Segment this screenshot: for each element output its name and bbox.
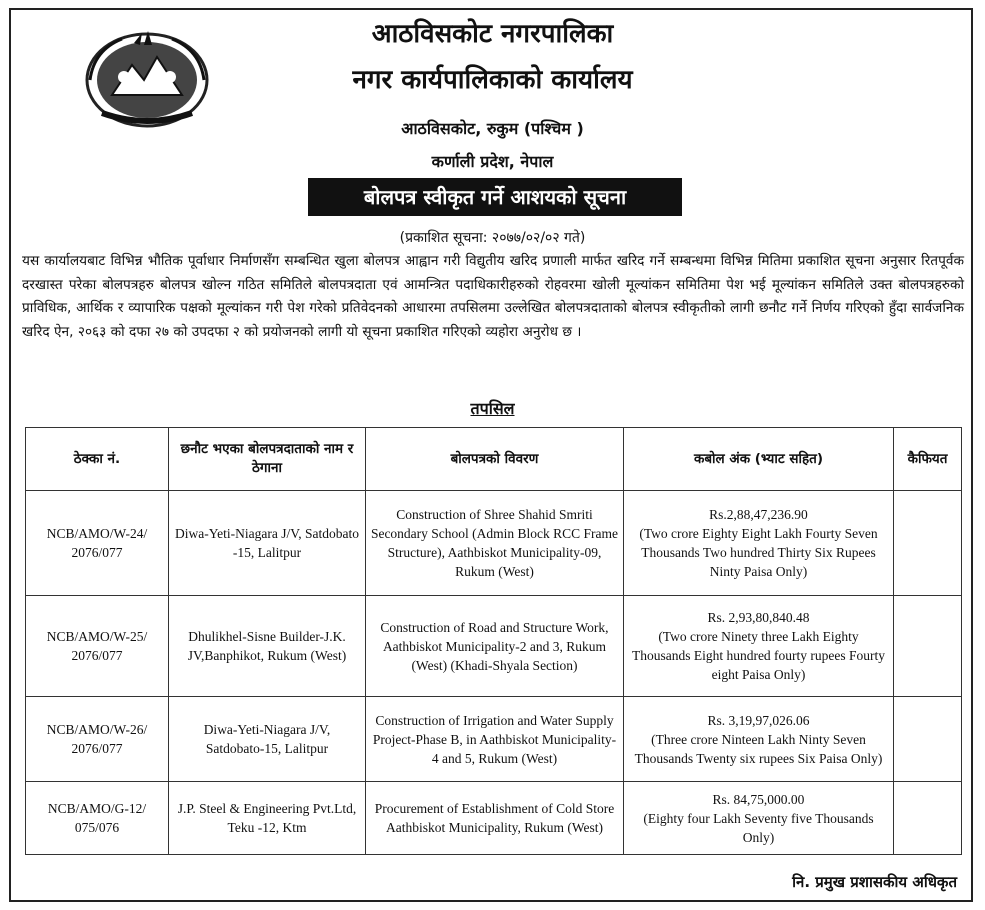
amount: Rs. 84,75,000.00 xyxy=(712,791,805,807)
amount-words: (Eighty four Lakh Seventy five Thousands Only) xyxy=(643,810,874,845)
header-description: बोलपत्रको विवरण xyxy=(366,428,624,491)
remarks xyxy=(894,491,962,596)
notice-title: बोलपत्र स्वीकृत गर्ने आशयको सूचना xyxy=(308,178,682,216)
table-row xyxy=(26,697,962,782)
office-name: नगर कार्यपालिकाको कार्यालय xyxy=(352,65,633,95)
municipality-name: आठविसकोट नगरपालिका xyxy=(371,19,614,49)
tender-table xyxy=(25,427,962,855)
header-amount: कबोल अंक (भ्याट सहित) xyxy=(624,428,894,491)
table-header-row xyxy=(26,428,962,491)
header-bidder: छनौट भएका बोलपत्रदाताको नाम र ठेगाना xyxy=(169,428,366,491)
amount-words: (Two crore Ninety three Lakh Eighty Thousands Eight hundred fourty rupees Fourty eight Paisa Only) xyxy=(631,629,886,682)
table-row xyxy=(26,782,962,855)
contract-no: NCB/AMO/W-26/ 2076/077 xyxy=(26,697,169,782)
description: Construction of Road and Structure Work, Aathbiskot Municipality-2 and 3, Rukum (West) (Khadi-Shyala Section) xyxy=(366,596,624,697)
amount-words: (Three crore Ninteen Lakh Ninty Seven Thousands Twenty six rupees Six Paisa Only) xyxy=(634,731,883,766)
bidder: Diwa-Yeti-Niagara J/V, Satdobato-15, Lalitpur xyxy=(169,697,366,782)
bidder: Diwa-Yeti-Niagara J/V, Satdobato -15, Lalitpur xyxy=(169,491,366,596)
remarks xyxy=(894,782,962,855)
notice-body: यस कार्यालयबाट विभिन्न भौतिक पूर्वाधार निर्माणसँग सम्बन्धित खुला बोलपत्र आह्वान गरी विद्युतीय खरिद प्रणाली मार्फत खरिद गर्ने सम्बन्धमा विभिन्न मितिमा प्रकाशित सूचना अनुसार रितपूर्वक दरखास्त परेका बोलपत्रहरु बोलपत्र खोल्न गठित समितिले बोलपत्रदाता एवं आमन्त्रित पदाधिकारीहरुको रोहवरमा खोली मूल्यांकन समितिमा पेश भई मूल्यांकन समितिले उक्त बोलपत्रहरुको प्राविधिक, आर्थिक र व्यापारिक पक्षको मूल्यांकन गरी पेश गरेको प्रतिवेदनको आधारमा तपसिलमा उल्लेखित बोलपत्रदाताको बोलपत्र स्वीकृतीको लागी छनौट गर्ने निर्णय गरिएको हुँदा सार्वजनिक खरिद ऐन, २०६३ को दफा २७ को उपदफा २ को प्रयोजनको लागी यो सूचना प्रकाशित गरिएको व्यहोरा अनुरोध छ । xyxy=(22,253,964,340)
amount-words: (Two crore Eighty Eight Lakh Fourty Seven Thousands Two hundred Thirty Six Rupees Ninty Paisa Only) xyxy=(639,526,878,579)
amount: Rs.2,88,47,236.90 xyxy=(709,507,808,522)
description: Procurement of Establishment of Cold Store Aathbiskot Municipality, Rukum (West) xyxy=(366,782,624,855)
bidder: Dhulikhel-Sisne Builder-J.K. JV,Banphikot, Rukum (West) xyxy=(169,596,366,697)
amount: Rs. 2,93,80,840.48 xyxy=(707,610,810,625)
amount-cell xyxy=(624,491,894,596)
description: Construction of Irrigation and Water Supply Project-Phase B, in Aathbiskot Municipality-4 and 5, Rukum (West) xyxy=(366,697,624,782)
signatory-title: नि. प्रमुख प्रशासकीय अधिकृत xyxy=(792,873,957,891)
contract-no: NCB/AMO/W-24/ 2076/077 xyxy=(26,491,169,596)
table-row xyxy=(26,596,962,697)
remarks xyxy=(894,697,962,782)
office-address: आठविसकोट, रुकुम (पश्चिम ) xyxy=(401,119,584,138)
header-contract-no: ठेक्का नं. xyxy=(26,428,169,491)
published-date: (प्रकाशित सूचना: २०७७/०२/०२ गते) xyxy=(399,230,586,246)
table-row xyxy=(26,491,962,596)
amount-cell xyxy=(624,596,894,697)
amount-cell xyxy=(624,697,894,782)
province-name: कर्णाली प्रदेश, नेपाल xyxy=(431,152,554,171)
header-remarks: कैफियत xyxy=(894,428,962,491)
amount: Rs. 3,19,97,026.06 xyxy=(707,712,810,728)
contract-no: NCB/AMO/W-25/ 2076/077 xyxy=(26,596,169,697)
bidder: J.P. Steel & Engineering Pvt.Ltd, Teku -12, Ktm xyxy=(169,782,366,855)
description: Construction of Shree Shahid Smriti Secondary School (Admin Block RCC Frame Structure), Aathbiskot Municipality-09, Rukum (West) xyxy=(366,491,624,596)
remarks xyxy=(894,596,962,697)
schedule-title: तपसिल xyxy=(470,399,515,418)
contract-no: NCB/AMO/G-12/ 075/076 xyxy=(26,782,169,855)
amount-cell xyxy=(624,782,894,855)
